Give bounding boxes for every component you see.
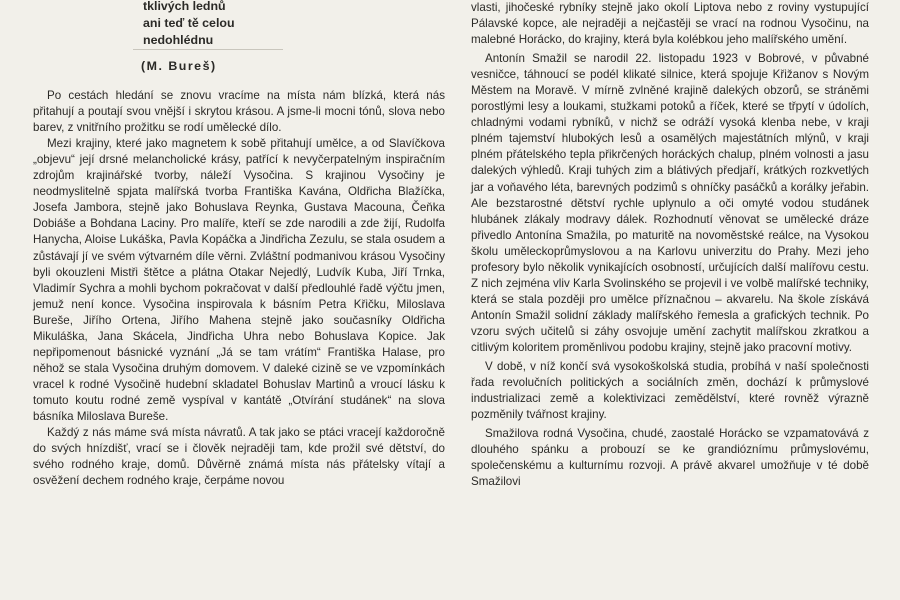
- paragraph: Mezi krajiny, které jako magnetem k sobě přitahují umělce, a od Slavíčkova „objevu“ její drsné melancholické krásy, patřící k nevyčerpatelným inspiračním zdrojům krajinářské tvorby, náleží Vysočina. S krajinou Vysočiny je neodmyslitelně spjata malířská tvorba Františka Kavána, Oldřicha Blažíčka, Josefa Jambora, stejně jako Bohuslava Reynka, Gustava Macouna, Čeňka Dobiáše a Bohdana Laciny. Pro malíře, kteří se zde narodili a zde žijí, Rudolfa Hanycha, Aloise Lukáška, Pavla Kopáčka a Jindřicha Zezulu, se stala osudem a zůstávají jí ve svém výtvarném díle věrni. Zvláštní podmanivou krásou Vysočiny byli okouzleni Mistři štětce a plátna Otakar Nejedlý, Ludvík Kuba, Jiří Trnka, Vladimír Sychra a mohli bychom pokračovat v další předlouhlé řadě výčtu jmen, jemuž není konce. Vysočina inspirovala k básním Petra Křičku, Miloslava Bureše, Jiřího Ortena, Jiřího Mahena stejně jako současníky Oldřicha Mikuláška, Jana Skácela, Jindřicha Uhra nebo Bohuslava Kopice. Jak nepřipomenout básnické vyznání „Já se tam vrátím“ Františka Halase, pro něhož se stala Vysočina druhým domovem. V daleké cizině se ve vzpomínkách vracel k rodné Vysočině hudební skladatel Bohuslav Martinů a vroucí lásku k tomuto koutu rodné země vyspíval v kantátě „Otvírání studánek“ na slova básníka Miloslava Bureše.: [33, 137, 445, 423]
- poem-divider: [133, 49, 283, 50]
- paragraph: Po cestách hledání se znovu vracíme na místa nám blízká, která nás přitahují a poutají svou vnější i skrytou krásou. A jsme-li mocni tónů, slova nebo barev, z vnitřního prožitku se rodí umělecké dílo.: [33, 89, 445, 135]
- poem-excerpt: [143, 0, 445, 49]
- paragraph: Každý z nás máme svá místa návratů. A tak jako se ptáci vracejí každoročně do svých hnízdišť, vrací se i člověk nejraději tam, kde prožil své dětství, do svého rodného kraje, domů. Důvěrně známá místa nás přátelsky vítají a osvěžení dechem rodného kraje, čerpáme novou: [33, 426, 445, 488]
- poem-line: tklivých lednů: [143, 0, 226, 13]
- poem-line: ani teď tě celou: [143, 16, 235, 30]
- paragraph: Antonín Smažil se narodil 22. listopadu 1923 v Bobrové, v půvabné vesničce, táhnoucí se podél klikaté silnice, která spojuje Křižanov s Novým Městem na Moravě. V mírně zvlněné krajině dalekých obzorů, se stráněmi porostlými lesy a loukami, stužkami potoků a říček, které se třpytí v údolích, chladnými vodami rybníků, v nichž se odráží vysoká klenba nebe, v kraji plném tajemství hlubokých lesů a osamělých majestátních mlýnů, v kraji plném přátelského tepla přikrčených horáckých chalup, plném volnosti a jasu dalekých výhledů. Kraji tuhých zim a blátivých předjaří, krátkých rozkvetlých jar a voňavého léta, barevných podzimů s ohníčky pasáčků a korálky jeřabin. Ale bezstarostné dětství rychle uplynulo a oči omyté vodou studánek hlubánek zlákaly modravy dálek. Rozhodnutí věnovat se umělecké dráze přivedlo Antonína Smažila, po maturitě na novoměstské reálce, na Vysokou školu uměleckoprůmyslovou a na Karlovu univerzitu do Prahy. Mezi jeho profesory bylo několik vynikajících osobností, určujících další malířovu cestu. Z nich zejména vliv Karla Svolinského se projevil i ve volbě malířské techniky, která se stala později pro umělce příznačnou – akvarelu. Na škole získává Antonín Smažil solidní základy malířského řemesla a grafických technik. Po vzoru svých učitelů si záhy osvojuje umění zachytit malířskou zkratkou a citlivým koloritem proměnlivou podobu krajiny, stejně jako pracovní motivy.: [471, 52, 869, 354]
- paragraph: V době, v níž končí svá vysokoškolská studia, probíhá v naší společnosti řada revolučních politických a sociálních změn, dochází k průmyslové industrializaci země a kolektivizaci zemědělství, které rovněž výrazně pozměnily tvářnost krajiny.: [471, 360, 869, 422]
- left-column: [33, 0, 445, 489]
- paragraph: Smažilova rodná Vysočina, chudé, zaostalé Horácko se vzpamatovává z dlouhého spánku a probouzí se ke grandióznímu průmyslovému, společenskému a kulturnímu rozvoji. A právě akvarel umožňuje v té době Smažilovi: [471, 427, 869, 489]
- poem-line: nedohlédnu: [143, 33, 214, 47]
- poem-author: (M. Bureš): [141, 59, 217, 73]
- paragraph: vlasti, jihočeské rybníky stejně jako okolí Liptova nebo z roviny vystupující Pálavské kopce, ale nejraději a nejčastěji se vrací na rodnou Vysočinu, na malebné Horácko, do krajiny, která byla kolébkou jeho malířského umění.: [471, 1, 869, 47]
- right-column: [471, 0, 869, 493]
